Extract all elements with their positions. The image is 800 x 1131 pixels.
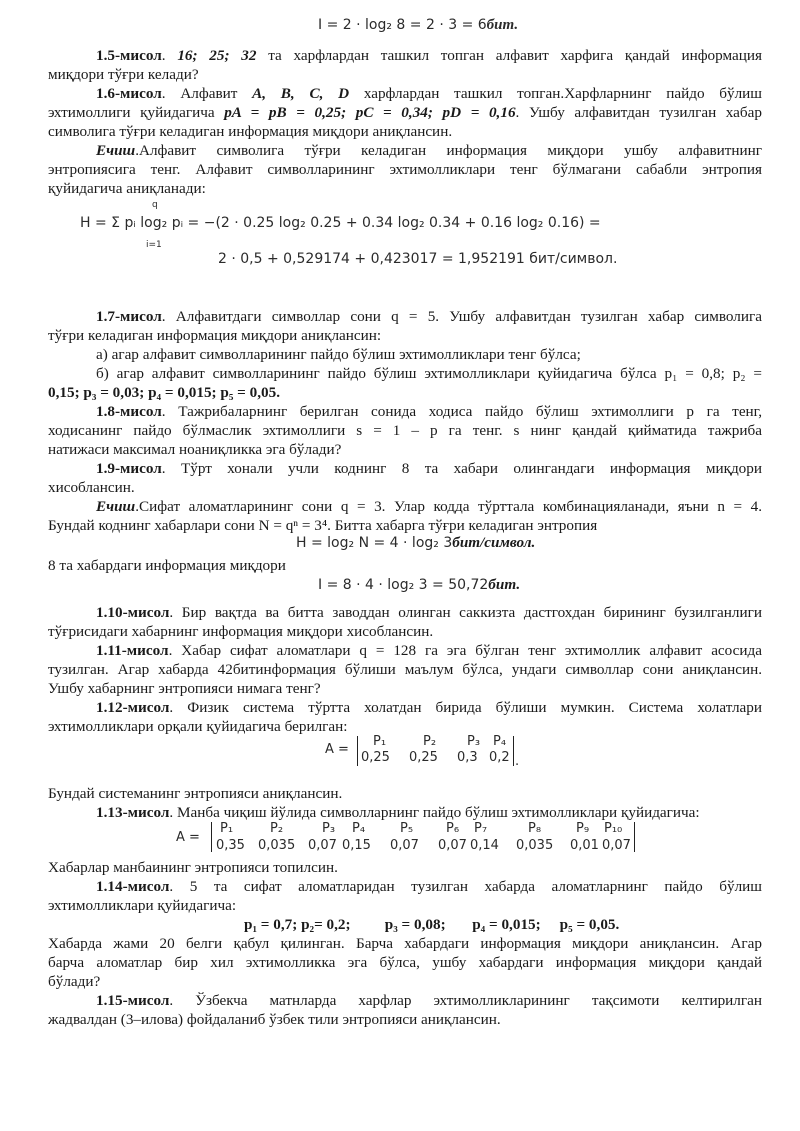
matrix-head: P₂ <box>423 734 437 749</box>
matrix-head: P₁ <box>373 734 387 749</box>
matrix-value: 0,07 <box>602 838 631 853</box>
formula-entropy: H = Σ pᵢ log₂ pᵢ = −(2 · 0.25 log₂ 0.25 + 0.34 log₂ 0.34 + 0.16 log₂ 0.16) = <box>80 215 601 231</box>
ex19-line2: хисоблансин. <box>48 479 135 496</box>
ex112-line1: 1.12-мисол. Физик система тўртта холатдан бирида бўлиши мумкин. Система холатлари <box>96 699 762 716</box>
matrix-value: 0,35 <box>216 838 245 853</box>
ex112-line3: Бундай системанинг энтропияси аниқлансин. <box>48 785 343 802</box>
ex16-line2: эхтимоллиги қуйидагича pA = pB = 0,25; pC = 0,34; pD = 0,16. Ушбу алфавитдан тузилган хабар <box>48 104 762 121</box>
sum-upper-limit: q <box>152 200 158 210</box>
ex111-line2: тузилган. Агар хабарда 42битинформация бўлиши маълум бўлса, ундаги символлар сони аниқлансин. <box>48 661 762 678</box>
ex114-probs: p₁ = 0,7; p₂= 0,2; p₃ = 0,08; p₄ = 0,015; p₅ = 0,05. <box>244 916 620 933</box>
matrix-value: 0,25 <box>361 750 390 765</box>
ex17-a: а) агар алфавит символларининг пайдо бўлиш эхтимолликлари тенг бўлса; <box>96 346 581 363</box>
matrix-value: 0,25 <box>409 750 438 765</box>
ex17-b2: 0,15; p₃ = 0,03; p₄ = 0,015; p₅ = 0,05. <box>48 384 281 401</box>
matrix-value: 0,07 <box>438 838 467 853</box>
matrix-head: P₈ <box>528 821 542 836</box>
sol19-line2: Бундай коднинг хабарлари сони N = qⁿ = 3⁴. Битта хабарга тўғри келадиган энтропия <box>48 517 598 534</box>
ex114-line1: 1.14-мисол. 5 та сифат аломатларидан тузилган хабарда аломатларнинг пайдо бўлиш <box>96 878 762 895</box>
ex15-line2: миқдори тўғри келади? <box>48 66 199 83</box>
matrix-head: P₃ <box>467 734 481 749</box>
ex17-b: б) агар алфавит символларининг пайдо бўлиш эхтимолликлари қуйидагича бўлса p₁ = 0,8; p₂ = <box>96 365 762 382</box>
matrix-value: 0,15 <box>342 838 371 853</box>
sum-lower-limit: i=1 <box>146 240 162 250</box>
matrix-head: P₄ <box>493 734 507 749</box>
ex18-line1: 1.8-мисол. Тажрибаларнинг берилган сонида ходиса пайдо бўлиш эхтимоллиги p га тенг, <box>96 403 762 420</box>
ex115-line2: жадвалдан (3–илова) фойдаланиб ўзбек тили энтропияси аниқлансин. <box>48 1011 501 1028</box>
formula-top: I = 2 · log₂ 8 = 2 · 3 = 6бит. <box>318 17 519 33</box>
ex112-line2: эхтимолликлари орқали қуйидагича берилган: <box>48 718 348 735</box>
matrix-label: A = <box>325 742 349 757</box>
matrix-value: 0,07 <box>390 838 419 853</box>
matrix-value: 0,07 <box>308 838 337 853</box>
matrix-head: P₁₀ <box>604 821 623 836</box>
matrix-value: 0,035 <box>258 838 296 853</box>
ex114-line2: эхтимолликлари қуйидагича: <box>48 897 237 914</box>
ex17-line1: 1.7-мисол. Алфавитдаги символлар сони q = 5. Ушбу алфавитдан тузилган хабар символига <box>96 308 762 325</box>
matrix-value: 0,035 <box>516 838 554 853</box>
sol16-line2: энтропиясига тенг. Алфавит символларининг эхтимолликлари тенг бўлмагани сабабли энтропия <box>48 161 762 178</box>
matrix-head: P₉ <box>576 821 590 836</box>
matrix-left-bar <box>357 736 358 766</box>
matrix-head: P₆ <box>446 821 460 836</box>
sol19-formula2: I = 8 · 4 · log₂ 3 = 50,72бит. <box>318 576 521 593</box>
matrix-right-bar <box>513 736 514 766</box>
ex111-line1: 1.11-мисол. Хабар сифат аломатлари q = 128 га эга бўлган тенг эхтимоллик алфавит асосида <box>96 642 762 659</box>
ex16-line1: 1.6-мисол. Алфавит A, B, C, D харфлардан ташкил топган.Харфларнинг пайдо бўлиш <box>96 85 762 102</box>
sol19-line3: 8 та хабардаги информация миқдори <box>48 557 286 574</box>
ex18-line3: натижаси максимал ноаниқликка эга бўлади? <box>48 441 342 458</box>
ex114-line4: барча аломатлар бир хил эхтимолликка эга бўлса, ушбу хабардаги информация миқдори қандай <box>48 954 762 971</box>
formula-result: 2 · 0,5 + 0,529174 + 0,423017 = 1,952191 бит/символ. <box>218 251 618 267</box>
matrix-head: P₃ <box>322 821 336 836</box>
matrix-head: P₇ <box>474 821 488 836</box>
matrix-a-10 <box>176 822 646 856</box>
ex16-line3: символига тўғри келадиган информация миқдори аниқлансин. <box>48 123 453 140</box>
ex111-line3: Ушбу хабарнинг энтропияси нимага тенг? <box>48 680 321 697</box>
matrix-value: 0,3 <box>457 750 478 765</box>
matrix-label: A = <box>176 830 200 845</box>
matrix-head: P₂ <box>270 821 284 836</box>
ex15-line1: 1.5-мисол. 16; 25; 32 та харфлардан ташкил топган алфавит харфига қандай информация <box>96 47 762 64</box>
ex110-line2: тўғрисидаги хабарнинг информация миқдори хисоблансин. <box>48 623 434 640</box>
matrix-left-bar <box>211 822 212 852</box>
ex114-line3: Хабарда жами 20 белги қабул қилинган. Барча хабардаги информация миқдори аниқлансин. Агар <box>48 935 762 952</box>
ex113-line1: 1.13-мисол. Манба чиқиш йўлида символларнинг пайдо бўлиш эхтимолликлари қуйидагича: <box>96 804 700 821</box>
ex18-line2: ходисанинг пайдо бўлмаслик эхтимоллиги s = 1 – p га тенг. s нинг қандай қийматида тажриба <box>48 422 762 439</box>
matrix-right-bar <box>634 822 635 852</box>
matrix-value: 0,2 <box>489 750 510 765</box>
sol19-line1: Ечиш.Сифат аломатларининг сони q = 3. Улар кодда тўрттала комбинацияланади, яъни n = 4. <box>96 498 762 515</box>
ex110-line1: 1.10-мисол. Бир вақтда ва битта заводдан олинган саккизта дастгохдан бирининг бузилганлиги <box>96 604 762 621</box>
matrix-head: P₄ <box>352 821 366 836</box>
matrix-value: 0,01 <box>570 838 599 853</box>
matrix-a-4: A = P₁ P₂ P₃ P₄ 0,25 0,25 0,3 0,2 . <box>325 734 520 769</box>
matrix-value: 0,14 <box>470 838 499 853</box>
ex113-line2: Хабарлар манбаининг энтропияси топилсин. <box>48 859 338 876</box>
matrix-head: P₅ <box>400 821 414 836</box>
ex115-line1: 1.15-мисол. Ўзбекча матнларда харфлар эхтимолликларининг тақсимоти келтирилган <box>96 992 762 1009</box>
sol16-line1: Ечиш.Алфавит символига тўғри келадиган информация миқдори ушбу алфавитнинг <box>96 142 762 159</box>
sol16-line3: қуйидагича аниқланади: <box>48 180 206 197</box>
ex19-line1: 1.9-мисол. Тўрт хонали учли коднинг 8 та хабари олингандаги информация миқдори <box>96 460 762 477</box>
ex114-line5: бўлади? <box>48 973 101 990</box>
matrix-head: P₁ <box>220 821 234 836</box>
sol19-formula: H = log₂ N = 4 · log₂ 3бит/символ. <box>296 534 536 551</box>
ex17-line2: тўғри келадиган информация миқдори аниқлансин: <box>48 327 382 344</box>
